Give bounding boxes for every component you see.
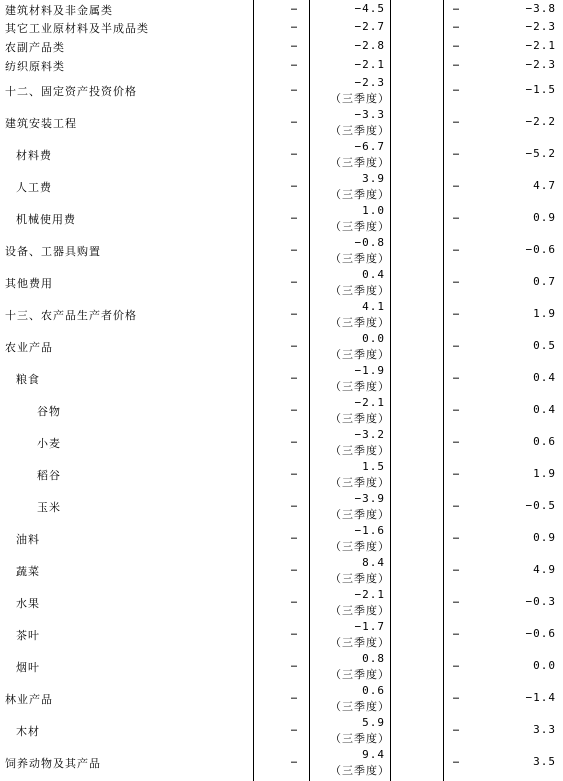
leader-dots: …: [291, 275, 297, 286]
leader-dots: …: [291, 243, 297, 254]
leader-dots: …: [453, 83, 459, 94]
leader-dots: …: [291, 499, 297, 510]
period-note: （三季度）: [330, 476, 390, 489]
column-divider-3: [390, 0, 391, 781]
value-current: −3.9: [354, 492, 385, 505]
value-cumulative: −0.6: [525, 627, 556, 640]
leader-dots: …: [291, 179, 297, 190]
value-current: −1.9: [354, 364, 385, 377]
value-current: −2.1: [354, 588, 385, 601]
row-label: 材料费: [16, 149, 52, 162]
row-label: 其他费用: [5, 277, 53, 290]
period-note: （三季度）: [330, 380, 390, 393]
leader-dots: …: [453, 659, 459, 670]
leader-dots: …: [291, 723, 297, 734]
value-current: 9.4: [362, 748, 385, 761]
value-current: 0.4: [362, 268, 385, 281]
leader-dots: …: [291, 20, 297, 31]
leader-dots: …: [291, 435, 297, 446]
value-cumulative: 0.7: [533, 275, 556, 288]
value-cumulative: −3.8: [525, 2, 556, 15]
period-note: （三季度）: [330, 316, 390, 329]
value-cumulative: −5.2: [525, 147, 556, 160]
leader-dots: …: [291, 339, 297, 350]
leader-dots: …: [453, 243, 459, 254]
period-note: （三季度）: [330, 348, 390, 361]
leader-dots: …: [453, 499, 459, 510]
value-current: 0.8: [362, 652, 385, 665]
leader-dots: …: [453, 211, 459, 222]
value-cumulative: 0.9: [533, 211, 556, 224]
leader-dots: …: [453, 723, 459, 734]
leader-dots: …: [453, 339, 459, 350]
leader-dots: …: [453, 39, 459, 50]
row-label: 稻谷: [37, 469, 61, 482]
value-cumulative: −2.1: [525, 39, 556, 52]
row-label: 设备、工器具购置: [5, 245, 101, 258]
row-label: 烟叶: [16, 661, 40, 674]
period-note: （三季度）: [330, 220, 390, 233]
leader-dots: …: [453, 115, 459, 126]
leader-dots: …: [291, 39, 297, 50]
period-note: （三季度）: [330, 124, 390, 137]
row-label: 十三、农产品生产者价格: [5, 309, 137, 322]
value-cumulative: 3.3: [533, 723, 556, 736]
value-cumulative: −0.3: [525, 595, 556, 608]
column-divider-4: [443, 0, 444, 781]
value-current: −2.8: [354, 39, 385, 52]
row-label: 其它工业原材料及半成品类: [5, 22, 149, 35]
period-note: （三季度）: [330, 700, 390, 713]
leader-dots: …: [291, 691, 297, 702]
period-note: （三季度）: [330, 252, 390, 265]
leader-dots: …: [453, 467, 459, 478]
leader-dots: …: [291, 563, 297, 574]
leader-dots: …: [453, 755, 459, 766]
leader-dots: …: [453, 595, 459, 606]
value-cumulative: −1.5: [525, 83, 556, 96]
row-label: 粮食: [16, 373, 40, 386]
leader-dots: …: [291, 147, 297, 158]
value-current: 1.0: [362, 204, 385, 217]
period-note: （三季度）: [330, 540, 390, 553]
value-current: 4.1: [362, 300, 385, 313]
leader-dots: …: [291, 58, 297, 69]
period-note: （三季度）: [330, 668, 390, 681]
value-cumulative: −0.6: [525, 243, 556, 256]
value-current: −3.2: [354, 428, 385, 441]
value-cumulative: −2.3: [525, 58, 556, 71]
row-label: 小麦: [37, 437, 61, 450]
row-label: 农副产品类: [5, 41, 65, 54]
value-current: −6.7: [354, 140, 385, 153]
period-note: （三季度）: [330, 732, 390, 745]
period-note: （三季度）: [330, 572, 390, 585]
row-label: 机械使用费: [16, 213, 76, 226]
value-cumulative: −2.2: [525, 115, 556, 128]
leader-dots: …: [291, 2, 297, 13]
row-label: 饲养动物及其产品: [5, 757, 101, 770]
leader-dots: …: [453, 563, 459, 574]
value-cumulative: 4.7: [533, 179, 556, 192]
leader-dots: …: [291, 755, 297, 766]
value-current: 3.9: [362, 172, 385, 185]
value-current: 1.5: [362, 460, 385, 473]
leader-dots: …: [291, 531, 297, 542]
leader-dots: …: [453, 691, 459, 702]
leader-dots: …: [291, 211, 297, 222]
leader-dots: …: [453, 2, 459, 13]
value-cumulative: 0.4: [533, 371, 556, 384]
leader-dots: …: [291, 595, 297, 606]
column-divider-1: [253, 0, 254, 781]
row-label: 茶叶: [16, 629, 40, 642]
period-note: （三季度）: [330, 604, 390, 617]
row-label: 木材: [16, 725, 40, 738]
leader-dots: …: [291, 83, 297, 94]
leader-dots: …: [453, 627, 459, 638]
value-current: −2.1: [354, 396, 385, 409]
value-cumulative: −0.5: [525, 499, 556, 512]
leader-dots: …: [291, 467, 297, 478]
period-note: （三季度）: [330, 92, 390, 105]
leader-dots: …: [291, 627, 297, 638]
leader-dots: …: [453, 435, 459, 446]
value-current: 5.9: [362, 716, 385, 729]
row-label: 纺织原料类: [5, 60, 65, 73]
leader-dots: …: [453, 275, 459, 286]
value-current: 0.0: [362, 332, 385, 345]
leader-dots: …: [291, 659, 297, 670]
value-cumulative: 3.5: [533, 755, 556, 768]
leader-dots: …: [291, 403, 297, 414]
leader-dots: …: [291, 371, 297, 382]
row-label: 林业产品: [5, 693, 53, 706]
period-note: （三季度）: [330, 764, 390, 777]
leader-dots: …: [453, 179, 459, 190]
value-cumulative: −2.3: [525, 20, 556, 33]
row-label: 谷物: [37, 405, 61, 418]
value-cumulative: 4.9: [533, 563, 556, 576]
value-cumulative: 0.9: [533, 531, 556, 544]
value-cumulative: 1.9: [533, 307, 556, 320]
value-current: −2.1: [354, 58, 385, 71]
leader-dots: …: [453, 371, 459, 382]
leader-dots: …: [291, 115, 297, 126]
value-cumulative: 0.5: [533, 339, 556, 352]
leader-dots: …: [291, 307, 297, 318]
value-cumulative: −1.4: [525, 691, 556, 704]
leader-dots: …: [453, 147, 459, 158]
period-note: （三季度）: [330, 444, 390, 457]
leader-dots: …: [453, 403, 459, 414]
value-current: 0.6: [362, 684, 385, 697]
leader-dots: …: [453, 531, 459, 542]
value-current: −1.6: [354, 524, 385, 537]
period-note: （三季度）: [330, 636, 390, 649]
value-cumulative: 0.4: [533, 403, 556, 416]
period-note: （三季度）: [330, 508, 390, 521]
row-label: 人工费: [16, 181, 52, 194]
row-label: 建筑安装工程: [5, 117, 77, 130]
leader-dots: …: [453, 58, 459, 69]
leader-dots: …: [453, 20, 459, 31]
row-label: 蔬菜: [16, 565, 40, 578]
value-cumulative: 1.9: [533, 467, 556, 480]
row-label: 农业产品: [5, 341, 53, 354]
period-note: （三季度）: [330, 188, 390, 201]
value-current: −3.3: [354, 108, 385, 121]
value-current: −4.5: [354, 2, 385, 15]
leader-dots: …: [453, 307, 459, 318]
period-note: （三季度）: [330, 284, 390, 297]
period-note: （三季度）: [330, 156, 390, 169]
row-label: 十二、固定资产投资价格: [5, 85, 137, 98]
row-label: 玉米: [37, 501, 61, 514]
row-label: 水果: [16, 597, 40, 610]
value-current: −0.8: [354, 236, 385, 249]
period-note: （三季度）: [330, 412, 390, 425]
column-divider-2: [309, 0, 310, 781]
value-cumulative: 0.6: [533, 435, 556, 448]
value-current: −2.3: [354, 76, 385, 89]
value-current: 8.4: [362, 556, 385, 569]
row-label: 建筑材料及非金属类: [5, 4, 113, 17]
row-label: 油料: [16, 533, 40, 546]
value-current: −1.7: [354, 620, 385, 633]
value-cumulative: 0.0: [533, 659, 556, 672]
value-current: −2.7: [354, 20, 385, 33]
